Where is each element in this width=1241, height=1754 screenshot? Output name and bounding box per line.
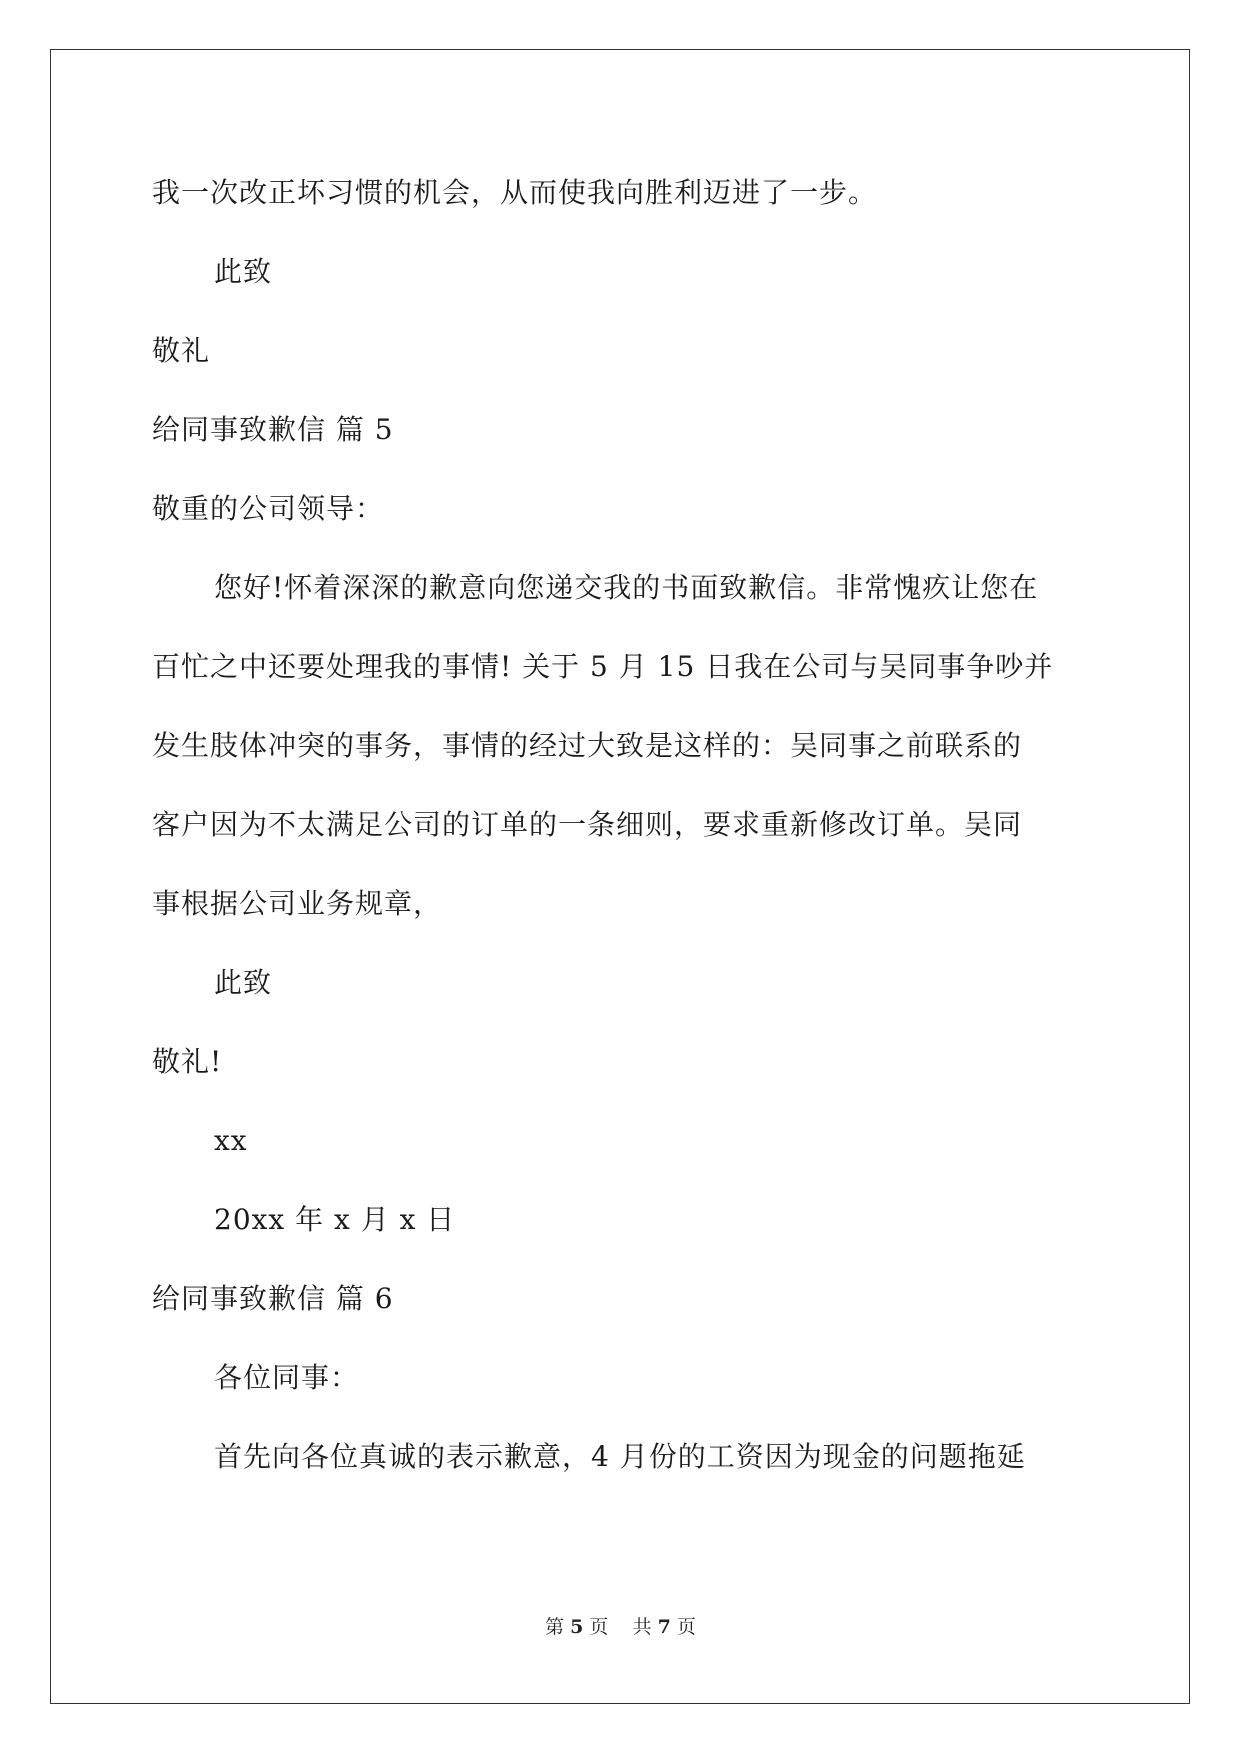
page-prefix: 第 <box>545 1616 565 1638</box>
page-footer <box>0 1615 1241 1639</box>
closing-salutation: 此致 <box>214 966 273 999</box>
page-current: 5 <box>570 1616 584 1638</box>
closing-regards: 敬礼 <box>152 334 211 367</box>
page-suffix: 页 <box>589 1616 609 1638</box>
paragraph-line: 我一次改正坏习惯的机会，从而使我向胜利迈进了一步。 <box>152 176 878 209</box>
letter-greeting: 敬重的公司领导： <box>152 492 385 525</box>
paragraph-line: 发生肢体冲突的事务，事情的经过大致是这样的：吴同事之前联系的 <box>152 729 1023 762</box>
page-total: 7 <box>657 1616 671 1638</box>
signature-date: 20xx 年 x 月 x 日 <box>214 1203 456 1236</box>
paragraph-line: 事根据公司业务规章， <box>152 887 443 920</box>
closing-regards: 敬礼! <box>152 1045 223 1078</box>
paragraph-line: 客户因为不太满足公司的订单的一条细则，要求重新修改订单。吴同 <box>152 808 1023 841</box>
signature-name: xx <box>214 1124 248 1157</box>
letter-greeting: 各位同事： <box>214 1361 360 1394</box>
total-suffix: 页 <box>676 1616 696 1638</box>
section-heading: 给同事致歉信 篇 6 <box>152 1282 394 1315</box>
paragraph-line: 首先向各位真诚的表示歉意，4 月份的工资因为现金的问题拖延 <box>214 1440 1026 1473</box>
closing-salutation: 此致 <box>214 255 273 288</box>
paragraph-line: 百忙之中还要处理我的事情! 关于 5 月 15 日我在公司与吴同事争吵并 <box>152 650 1054 683</box>
total-prefix: 共 <box>632 1616 652 1638</box>
section-heading: 给同事致歉信 篇 5 <box>152 413 394 446</box>
paragraph-line: 您好!怀着深深的歉意向您递交我的书面致歉信。非常愧疚让您在 <box>214 571 1039 604</box>
